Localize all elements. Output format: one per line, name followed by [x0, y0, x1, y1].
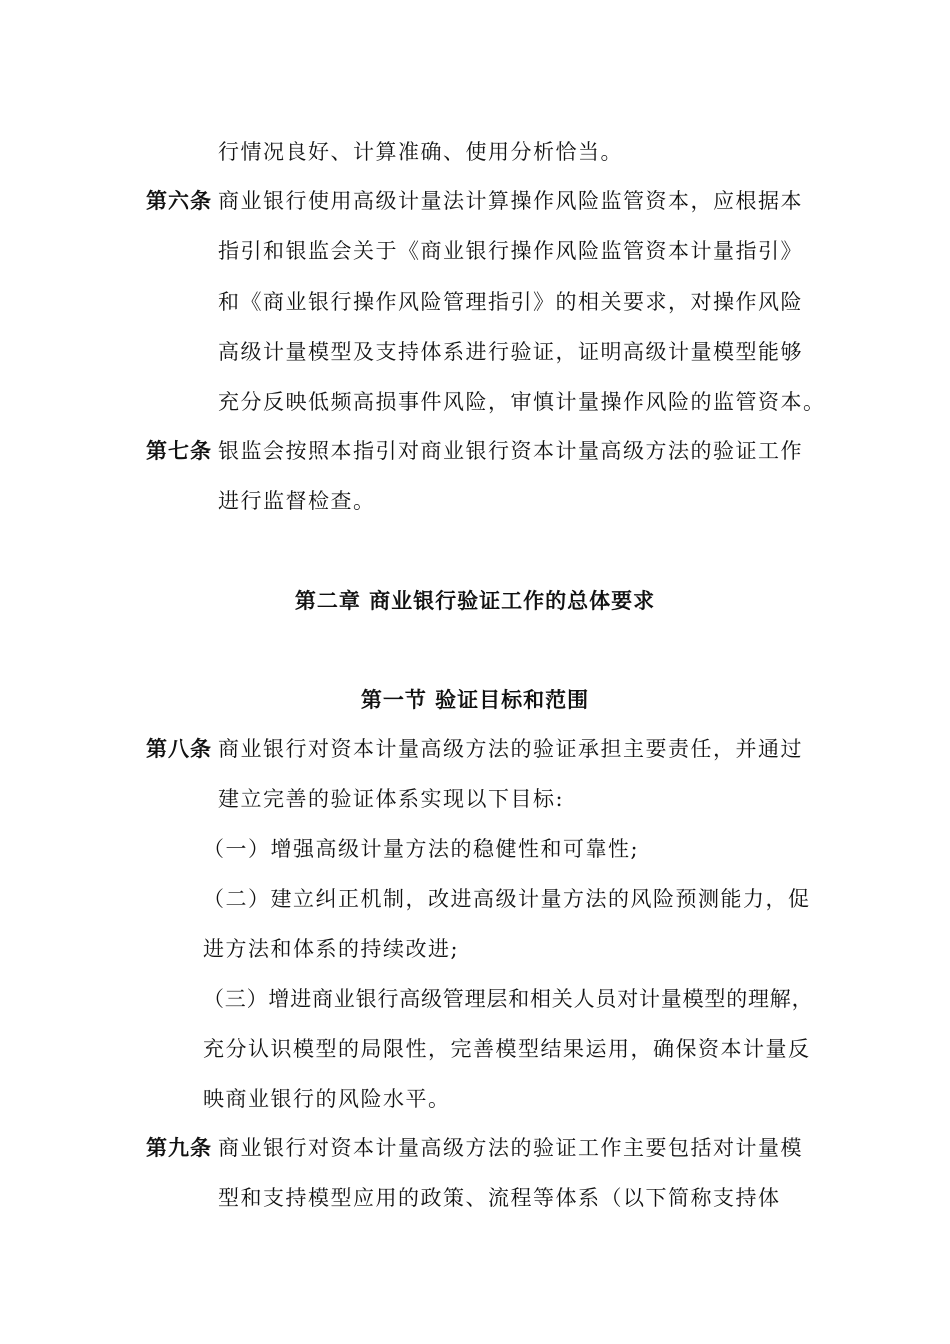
paragraph-line: 进方法和体系的持续改进; [203, 937, 460, 961]
list-item: （三）增进商业银行高级管理层和相关人员对计量模型的理解， [203, 987, 814, 1011]
list-item: （二）建立纠正机制，改进高级计量方法的风险预测能力，促 [203, 887, 811, 911]
paragraph-line: 充分反映低频高损事件风险，审慎计量操作风险的监管资本。 [218, 390, 826, 414]
section-heading: 第一节 验证目标和范围 [360, 687, 590, 712]
paragraph-line: 型和支持模型应用的政策、流程等体系（以下简称支持体 [218, 1186, 781, 1210]
paragraph-line: 建立完善的验证体系实现以下目标: [218, 787, 565, 811]
paragraph-line: 商业银行使用高级计量法计算操作风险监管资本，应根据本 [218, 189, 803, 213]
list-item: （一）增强高级计量方法的稳健性和可靠性; [203, 837, 640, 861]
paragraph-line: 和《商业银行操作风险管理指引》的相关要求，对操作风险 [218, 290, 803, 314]
article-9-label: 第九条 [146, 1135, 212, 1160]
paragraph-line: 充分认识模型的局限性，完善模型结果运用，确保资本计量反 [203, 1037, 811, 1061]
paragraph-line: 商业银行对资本计量高级方法的验证工作主要包括对计量模 [218, 1136, 803, 1160]
paragraph-line: 商业银行对资本计量高级方法的验证承担主要责任，并通过 [218, 737, 803, 761]
paragraph-line: 银监会按照本指引对商业银行资本计量高级方法的验证工作 [218, 439, 803, 463]
paragraph-line: 高级计量模型及支持体系进行验证，证明高级计量模型能够 [218, 340, 803, 364]
article-8-label: 第八条 [146, 736, 212, 761]
paragraph-line: 行情况良好、计算准确、使用分析恰当。 [218, 140, 623, 164]
paragraph-line: 进行监督检查。 [218, 489, 376, 513]
article-7-label: 第七条 [146, 438, 212, 463]
paragraph-line: 映商业银行的风险水平。 [203, 1087, 451, 1111]
article-6-label: 第六条 [146, 188, 212, 213]
chapter-heading: 第二章 商业银行验证工作的总体要求 [294, 588, 656, 613]
paragraph-line: 指引和银监会关于《商业银行操作风险监管资本计量指引》 [218, 239, 803, 263]
